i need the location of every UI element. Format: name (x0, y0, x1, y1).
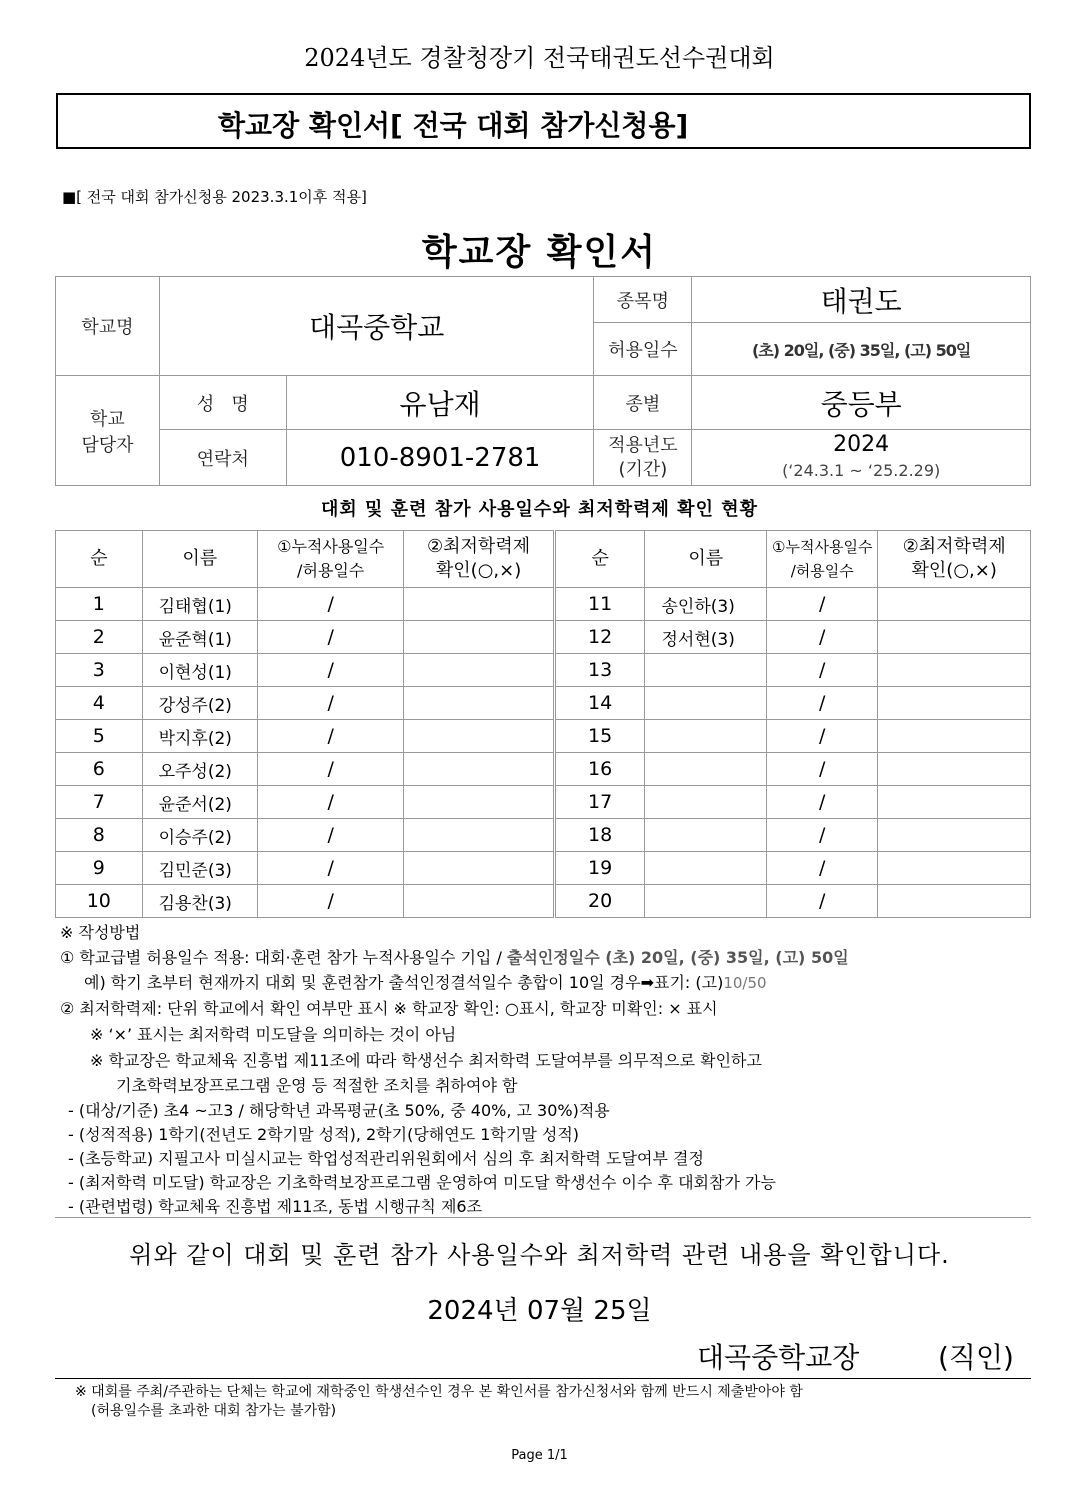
days-used-right: / (767, 786, 878, 819)
academic-check-right (878, 687, 1031, 720)
header-check-line1: ②최저학력제 (427, 536, 531, 557)
days-used-right: / (767, 687, 878, 720)
header-no-right: 순 (554, 531, 645, 588)
table-row (56, 720, 1031, 753)
athlete-name: 윤준혁(1) (142, 621, 257, 654)
academic-check-right (878, 621, 1031, 654)
applicability-note: ■[ 전국 대회 참가신청용 2023.3.1이후 적용] (62, 188, 367, 206)
header-days-line2: /허용일수 (297, 561, 365, 580)
allowed-days-label: 허용일수 (594, 323, 692, 376)
academic-check (404, 588, 554, 621)
table-row (56, 819, 1031, 852)
note-1-example (84, 971, 767, 995)
header-name-right: 이름 (645, 531, 767, 588)
table-row (56, 588, 1031, 621)
athlete-name: 김용찬(3) (142, 885, 257, 918)
athlete-name: 김태협(1) (142, 588, 257, 621)
academic-check-right (878, 753, 1031, 786)
days-used: / (257, 687, 403, 720)
year-value: 2024 (833, 431, 890, 457)
days-used: / (257, 786, 403, 819)
athlete-name-right (645, 654, 767, 687)
athlete-name: 강성주(2) (142, 687, 257, 720)
days-used-right: / (767, 753, 878, 786)
year-label-line1: 적용년도 (608, 434, 678, 456)
row-number-right: 15 (554, 720, 645, 753)
athlete-name-right (645, 720, 767, 753)
athlete-name: 박지후(2) (142, 720, 257, 753)
note-1-highlight: 출석인정일수 (초) 20일, (중) 35일, (고) 50일 (506, 948, 849, 967)
confirmation-date: 2024년 07월 25일 (427, 1296, 652, 1326)
athlete-name-right (645, 852, 767, 885)
school-info-table (55, 276, 1031, 486)
days-used: / (257, 588, 403, 621)
header-check-right (878, 531, 1031, 588)
manager-name-label: 성 명 (159, 376, 286, 430)
event-title: 2024년도 경찰청장기 전국태권도선수권대회 (304, 44, 775, 72)
days-used: / (257, 852, 403, 885)
detail-5: - (관련법령) 학교체육 진흥법 제11조, 동법 시행규칙 제6조 (68, 1197, 483, 1216)
year-label (594, 430, 692, 486)
header-check-line1-right: ②최저학력제 (902, 536, 1006, 557)
row-number-right: 14 (554, 687, 645, 720)
academic-check (404, 753, 554, 786)
manager-label-line1: 학교 (90, 408, 125, 430)
header-check-line2-right: 확인(○,×) (911, 560, 997, 581)
table-row (56, 687, 1031, 720)
academic-check-right (878, 885, 1031, 918)
row-number-right: 13 (554, 654, 645, 687)
principal-title: 대곡중학교장 (697, 1341, 860, 1374)
academic-check (404, 621, 554, 654)
row-number: 2 (56, 621, 143, 654)
days-used: / (257, 885, 403, 918)
page-number: Page 1/1 (511, 1448, 568, 1463)
footer-divider (55, 1378, 1031, 1379)
manager-name-value: 유남재 (286, 376, 594, 430)
athlete-name-right: 송인하(3) (645, 588, 767, 621)
row-number-right: 19 (554, 852, 645, 885)
athlete-name-right (645, 687, 767, 720)
days-used-right: / (767, 720, 878, 753)
academic-check (404, 885, 554, 918)
athlete-name: 김민준(3) (142, 852, 257, 885)
days-used: / (257, 753, 403, 786)
footer-note-line2: (허용일수를 초과한 대회 참가는 불가함) (91, 1403, 337, 1419)
form-title: 학교장 확인서[ 전국 대회 참가신청용] (218, 109, 689, 142)
table-row (56, 654, 1031, 687)
form-title-box (56, 93, 1031, 149)
header-no: 순 (56, 531, 143, 588)
table-row (56, 621, 1031, 654)
row-number: 7 (56, 786, 143, 819)
days-used-right: / (767, 621, 878, 654)
athlete-name-right (645, 885, 767, 918)
header-name: 이름 (142, 531, 257, 588)
header-days-right (767, 531, 878, 588)
detail-1: - (대상/기준) 초4 ~고3 / 해당학년 과목평균(초 50%, 중 40%, 고 30%)적용 (68, 1101, 610, 1120)
academic-check-right (878, 720, 1031, 753)
academic-check (404, 786, 554, 819)
academic-check-right (878, 588, 1031, 621)
sport-label: 종목명 (594, 277, 692, 323)
year-label-line2: (기간) (618, 458, 668, 480)
academic-check-right (878, 819, 1031, 852)
header-check (404, 531, 554, 588)
row-number-right: 11 (554, 588, 645, 621)
header-check-line2: 확인(○,×) (435, 560, 522, 581)
header-days-line1: ①누적사용일수 (277, 537, 385, 556)
row-number-right: 17 (554, 786, 645, 819)
athlete-name-right (645, 753, 767, 786)
athlete-name: 이현성(1) (142, 654, 257, 687)
division-value: 중등부 (692, 376, 1031, 430)
detail-3: - (초등학교) 지필고사 미실시교는 학업성적관리위원회에서 심의 후 최저학력 도달여부 결정 (68, 1149, 704, 1168)
period-value: (‘24.3.1 ~ ‘25.2.29) (782, 460, 941, 480)
row-number: 3 (56, 654, 143, 687)
sport-value: 태권도 (692, 277, 1031, 323)
header-days-line2-right: /허용일수 (790, 562, 854, 580)
note-1 (60, 946, 849, 970)
row-number: 9 (56, 852, 143, 885)
academic-check-right (878, 654, 1031, 687)
days-used: / (257, 819, 403, 852)
contact-label: 연락처 (159, 430, 286, 486)
note-1-text: ① 학교급별 허용일수 적용: 대회·훈련 참가 누적사용일수 기입 / (60, 948, 507, 967)
confirmation-statement: 위와 같이 대회 및 훈련 참가 사용일수와 최저학력 관련 내용을 확인합니다. (129, 1241, 950, 1269)
row-number-right: 12 (554, 621, 645, 654)
header-days-line1-right: ①누적사용일수 (772, 538, 873, 556)
table-row (56, 786, 1031, 819)
academic-check (404, 852, 554, 885)
official-seal-label: (직인) (938, 1341, 1014, 1374)
note-2c: 기초학력보장프로그램 운영 등 적절한 조치를 취하여야 함 (116, 1076, 518, 1095)
note-1-example-text: 예) 학기 초부터 현재까지 대회 및 훈련참가 출석인정결석일수 총합이 10일 경우➡표기: (고) (84, 973, 724, 992)
athlete-name: 이승주(2) (142, 819, 257, 852)
days-used: / (257, 654, 403, 687)
allowed-days-value: (초) 20일, (중) 35일, (고) 50일 (692, 323, 1031, 376)
footer-note-line1: ※ 대회를 주최/주관하는 단체는 학교에 재학중인 학생선수인 경우 본 확인서를 참가신청서와 함께 반드시 제출받아야 함 (75, 1384, 803, 1400)
academic-check (404, 687, 554, 720)
contact-value: 010-8901-2781 (286, 430, 594, 486)
days-used-right: / (767, 654, 878, 687)
row-number-right: 20 (554, 885, 645, 918)
row-number-right: 16 (554, 753, 645, 786)
note-2: ② 최저학력제: 단위 학교에서 확인 여부만 표시 ※ 학교장 확인: ○표시, 학교장 미확인: × 표시 (60, 999, 718, 1018)
division-label: 종별 (594, 376, 692, 430)
days-used-right: / (767, 885, 878, 918)
row-number: 1 (56, 588, 143, 621)
row-number: 5 (56, 720, 143, 753)
days-used: / (257, 621, 403, 654)
academic-check-right (878, 852, 1031, 885)
header-days (257, 531, 403, 588)
year-cell (692, 430, 1031, 486)
athlete-name-right: 정서현(3) (645, 621, 767, 654)
manager-label (56, 376, 160, 486)
academic-check-right (878, 786, 1031, 819)
athlete-name-right (645, 819, 767, 852)
table-row (56, 753, 1031, 786)
main-title: 학교장 확인서 (421, 232, 658, 273)
academic-check (404, 819, 554, 852)
row-number-right: 18 (554, 819, 645, 852)
row-number: 6 (56, 753, 143, 786)
row-number: 4 (56, 687, 143, 720)
row-number: 10 (56, 885, 143, 918)
notes-heading: ※ 작성방법 (60, 923, 141, 942)
athlete-name: 윤준서(2) (142, 786, 257, 819)
notes-divider (55, 1217, 1031, 1218)
footer-note (75, 1383, 803, 1421)
academic-check (404, 654, 554, 687)
row-number: 8 (56, 819, 143, 852)
days-used: / (257, 720, 403, 753)
days-used-right: / (767, 819, 878, 852)
roster-table (55, 530, 1031, 918)
detail-4: - (최저학력 미도달) 학교장은 기초학력보장프로그램 운영하여 미도달 학생선수 이수 후 대회참가 가능 (68, 1173, 776, 1192)
school-name-label: 학교명 (56, 277, 160, 376)
school-name-value: 대곡중학교 (159, 277, 594, 376)
athlete-name: 오주성(2) (142, 753, 257, 786)
summary-title: 대회 및 훈련 참가 사용일수와 최저학력제 확인 현황 (320, 499, 758, 520)
table-row (56, 885, 1031, 918)
athlete-name-right (645, 786, 767, 819)
table-row (56, 852, 1031, 885)
academic-check (404, 720, 554, 753)
note-1-example-value: 10/50 (723, 974, 767, 992)
manager-label-line2: 담당자 (81, 434, 134, 456)
note-2b: ※ 학교장은 학교체육 진흥법 제11조에 따라 학생선수 최저학력 도달여부를 의무적으로 확인하고 (90, 1051, 762, 1070)
days-used-right: / (767, 852, 878, 885)
days-used-right: / (767, 588, 878, 621)
detail-2: - (성적적용) 1학기(전년도 2학기말 성적), 2학기(당해연도 1학기말 성적) (68, 1125, 580, 1144)
note-2a: ※ ‘×’ 표시는 최저학력 미도달을 의미하는 것이 아님 (90, 1025, 457, 1044)
